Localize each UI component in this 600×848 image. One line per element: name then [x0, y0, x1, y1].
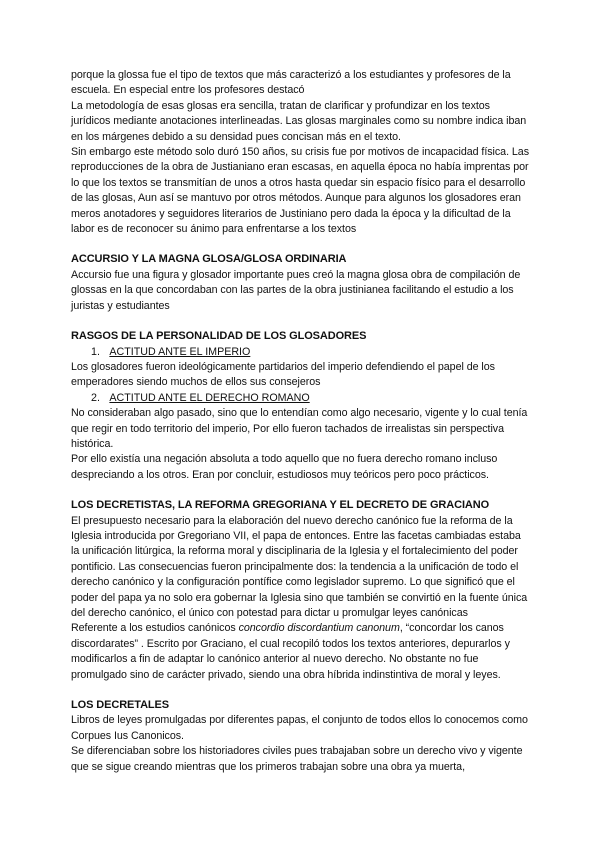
paragraph-reforma: El presupuesto necesario para la elaboración del nuevo derecho canónico fue la reforma de la Iglesia introducida por Gregoriano VII, el papa de entonces. Entre las facetas cambiadas estaba la unificación litúrgica, la reforma moral y disciplinaria de la Iglesia y el fortalecimiento del poder pontificio. Las consecuencias fueron principalmente dos: la tendencia a la unificación de todo el derecho canónico y la configuración pontífice como legislador supremo. Lo que significó que el poder del papa ya no solo era gobernar la Iglesia sino que también se convirtió en la fuente única del derecho canónico, el único con potestad para dictar u promulgar leyes canónicas	[71, 514, 528, 619]
heading-decretistas: LOS DECRETISTAS, LA REFORMA GREGORIANA Y EL DECRETO DE GRACIANO	[71, 499, 490, 512]
italic-title: concordio discordantium canonum	[238, 622, 400, 635]
paragraph-decretales-1: Libros de leyes promulgadas por diferentes papas, el conjunto de todos ellos lo conocemos como Corpues Ius Canonicos.	[71, 714, 528, 742]
paragraph-imperio: Los glosadores fueron ideológicamente partidarios del imperio defendiendo el papel de los emperadores siendo muchos de ellos sus consejeros	[71, 360, 495, 389]
paragraph-derecho-romano-1: No consideraban algo pasado, sino que lo entendían como algo necesario, vigente y lo cual tenía que regir en todo territorio del imperio, Por ello fueron tachados de irrealistas sin perspectiva histórica.	[71, 407, 528, 450]
list-number: 1.	[91, 345, 100, 358]
paragraph-crisis: Sin embargo este método solo duró 150 años, su crisis fue por motivos de incapacidad física. Las reproducciones de la obra de Justianiano eran escasas, en aquella época no había imprentas por lo que los textos se transmitían de unos a otros hasta quedar sin espacio físico para el desarrollo de las glosas, Aun así se mantuvo por otros métodos. Aunque para algunos los glosadores eran meros anotadores y seguidores literarios de Justiniano pero dada la época y la dificultad de la labor es de reconocer su ánimo para enfrentarse a los textos	[71, 146, 529, 236]
list-label: ACTITUD ANTE EL IMPERIO	[109, 345, 251, 358]
spacer	[71, 237, 530, 252]
list-item-imperio	[71, 345, 530, 360]
paragraph-graciano	[71, 621, 530, 683]
heading-accursio: ACCURSIO Y LA MAGNA GLOSA/GLOSA ORDINARIA	[71, 253, 347, 266]
paragraph-accursio: Accursio fue una figura y glosador importante pues creó la magna glosa obra de compilación de glossas en la que concordaban con las partes de la obra justinianea facilitando el estudio a los juristas y estudiantes	[71, 268, 521, 312]
text-run: , “concordar los canos discordarates” . Escrito por Graciano, el cual recopiló todos los textos anteriores, depurarlos y modificarlos a fin de adaptar lo canónico anterior al nuevo derecho. No obstante no fue promulgado sino de carácter privado, siendo una obra híbrida indinstintiva de moral y leyes.	[71, 622, 510, 681]
paragraph-derecho-romano-2: Por ello existía una negación absoluta a todo aquello que no fuera derecho romano incluso despreciando a los otros. Eran por concluir, estudiosos muy teóricos pero poco prácticos.	[71, 453, 498, 481]
heading-rasgos: RASGOS DE LA PERSONALIDAD DE LOS GLOSADORES	[71, 330, 367, 343]
spacer	[71, 683, 530, 698]
list-number: 2.	[91, 391, 100, 404]
heading-decretales: LOS DECRETALES	[71, 699, 170, 712]
spacer	[71, 483, 530, 498]
paragraph-decretales-2: Se diferenciaban sobre los historiadores civiles pues trabajaban sobre un derecho vivo y vigente que se sigue creando mientras que los primeros trabajan sobre una obra ya muerta,	[71, 745, 523, 773]
paragraph-glossa-intro: porque la glossa fue el tipo de textos que más caracterizó a los estudiantes y profesores de la escuela. En especial entre los profesores destacó	[71, 69, 511, 97]
list-label: ACTITUD ANTE EL DERECHO ROMANO	[109, 391, 310, 404]
spacer	[71, 314, 530, 329]
text-run: Referente a los estudios canónicos	[71, 622, 239, 635]
list-item-derecho-romano	[71, 391, 530, 406]
paragraph-methodology: La metodología de esas glosas era sencilla, tratan de clarificar y profundizar en los textos jurídicos mediante anotaciones interlineadas. Las glosas marginales como su nombre indica iban en los márgenes debido a su densidad pues concisan más en el texto.	[71, 99, 527, 143]
